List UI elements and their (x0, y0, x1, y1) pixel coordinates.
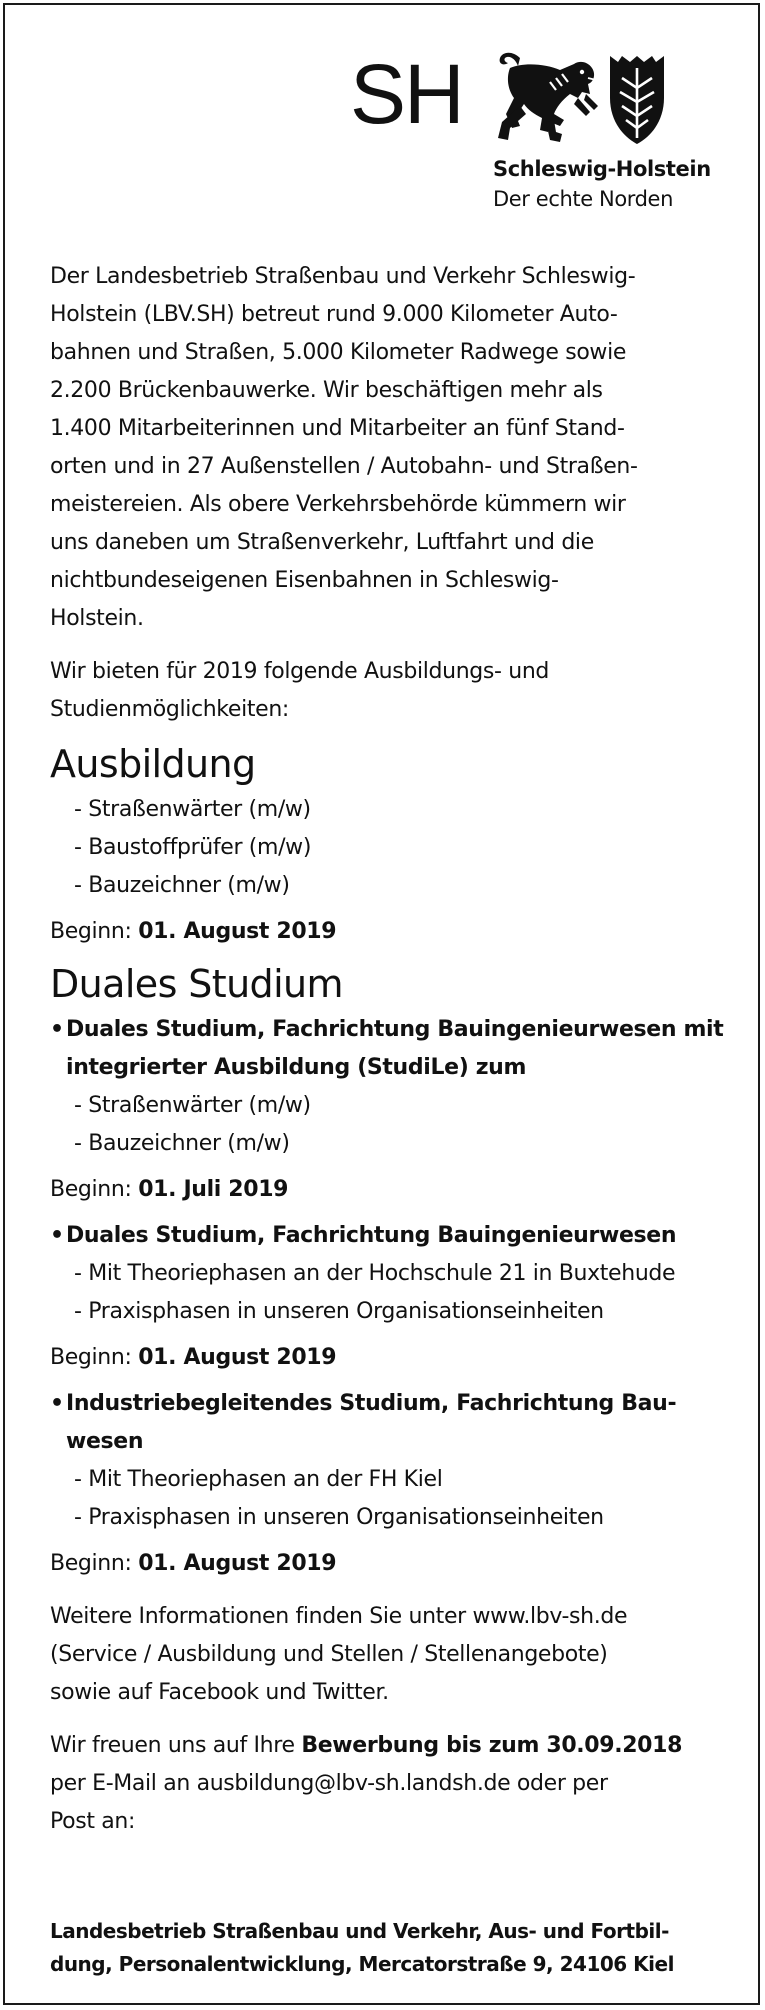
begin-label: Beginn: (50, 1177, 132, 1202)
text-line: per E-Mail an ausbildung@lbv-sh.landsh.de oder per (50, 1771, 608, 1796)
program-list (50, 1461, 730, 1537)
brand-name: Schleswig-Holstein (493, 157, 711, 181)
more-info-paragraph (50, 1598, 730, 1712)
text-line: bahnen und Straßen, 5.000 Kilometer Radwege sowie (50, 340, 627, 365)
list-item: - Straßenwärter (m/w) (74, 1087, 730, 1125)
text-line: Landesbetrieb Straßenbau und Verkehr, Aus- und Fortbil- (50, 1919, 669, 1943)
begin-label: Beginn: (50, 1345, 132, 1370)
brand-claim: Der echte Norden (493, 187, 673, 211)
ausbildung-heading: Ausbildung (50, 742, 256, 786)
bullet-icon: • (50, 1391, 64, 1416)
text-line: nichtbundeseigenen Eisenbahnen in Schleswig- (50, 568, 559, 593)
text-line: Der Landesbetrieb Straßenbau und Verkehr Schleswig- (50, 264, 636, 289)
list-item: - Mit Theoriephasen an der FH Kiel (74, 1461, 730, 1499)
text-line: 2.200 Brückenbauwerke. Wir beschäftigen mehr als (50, 378, 603, 403)
begin-label: Beginn: (50, 1551, 132, 1576)
list-item: - Baustoffprüfer (m/w) (74, 829, 730, 867)
list-item: - Mit Theoriephasen an der Hochschule 21 in Buxtehude (74, 1255, 730, 1293)
begin-date: 01. Juli 2019 (138, 1177, 289, 1202)
text-line: (Service / Ausbildung und Stellen / Stellenangebote) (50, 1642, 608, 1667)
text-line: Holstein. (50, 606, 144, 631)
begin-date: 01. August 2019 (138, 1551, 337, 1576)
studium-heading: Duales Studium (50, 962, 343, 1006)
apply-paragraph (50, 1727, 730, 1841)
bullet-icon: • (50, 1223, 64, 1248)
nettle-leaf-shield-icon (608, 54, 666, 146)
intro-paragraph (50, 258, 730, 638)
text-line: sowie auf Facebook und Twitter. (50, 1680, 389, 1705)
text-line: wesen (66, 1429, 144, 1454)
list-item: - Praxisphasen in unseren Organisationseinheiten (74, 1499, 730, 1537)
ausbildung-begin (50, 913, 730, 951)
text-line: Wir bieten für 2019 folgende Ausbildungs- und (50, 659, 550, 684)
text-line: uns daneben um Straßenverkehr, Luftfahrt und die (50, 530, 594, 555)
text-line: orten und in 27 Außenstellen / Autobahn- und Straßen- (50, 454, 638, 479)
apply-deadline: Bewerbung bis zum 30.09.2018 (301, 1733, 683, 1758)
text-line: Industriebegleitendes Studium, Fachrichtung Bau- (66, 1391, 677, 1416)
offer-paragraph (50, 653, 730, 729)
program-title (50, 1217, 730, 1255)
sh-logo-text: SH (350, 47, 463, 141)
text-line: integrierter Ausbildung (StudiLe) zum (66, 1055, 527, 1080)
text-line: dung, Personalentwicklung, Mercatorstraße 9, 24106 Kiel (50, 1952, 674, 1976)
list-item: - Praxisphasen in unseren Organisationseinheiten (74, 1293, 730, 1331)
bullet-icon: • (50, 1017, 64, 1042)
postal-address (50, 1915, 730, 1981)
program-begin (50, 1171, 730, 1209)
text-line: meistereien. Als obere Verkehrsbehörde kümmern wir (50, 492, 626, 517)
text-line: Weitere Informationen finden Sie unter www.lbv-sh.de (50, 1604, 628, 1629)
ausbildung-list (50, 791, 730, 905)
text-line: 1.400 Mitarbeiterinnen und Mitarbeiter an fünf Stand- (50, 416, 625, 441)
begin-date: 01. August 2019 (138, 919, 337, 944)
text-line: Post an: (50, 1809, 136, 1834)
list-item: - Bauzeichner (m/w) (74, 867, 730, 905)
program-title (50, 1011, 730, 1087)
list-item: - Bauzeichner (m/w) (74, 1125, 730, 1163)
lion-emblem-icon (490, 48, 602, 148)
program-title (50, 1385, 730, 1461)
program-list (50, 1087, 730, 1163)
begin-label: Beginn: (50, 919, 132, 944)
text-line: Duales Studium, Fachrichtung Bauingenieurwesen (66, 1223, 677, 1248)
begin-date: 01. August 2019 (138, 1345, 337, 1370)
apply-prefix: Wir freuen uns auf Ihre (50, 1733, 302, 1758)
text-line: Holstein (LBV.SH) betreut rund 9.000 Kilometer Auto- (50, 302, 618, 327)
program-list (50, 1255, 730, 1331)
text-line: Duales Studium, Fachrichtung Bauingenieurwesen mit (66, 1017, 724, 1042)
ad-body (50, 258, 730, 1841)
list-item: - Straßenwärter (m/w) (74, 791, 730, 829)
text-line: Studienmöglichkeiten: (50, 697, 289, 722)
program-begin (50, 1339, 730, 1377)
program-begin (50, 1545, 730, 1583)
